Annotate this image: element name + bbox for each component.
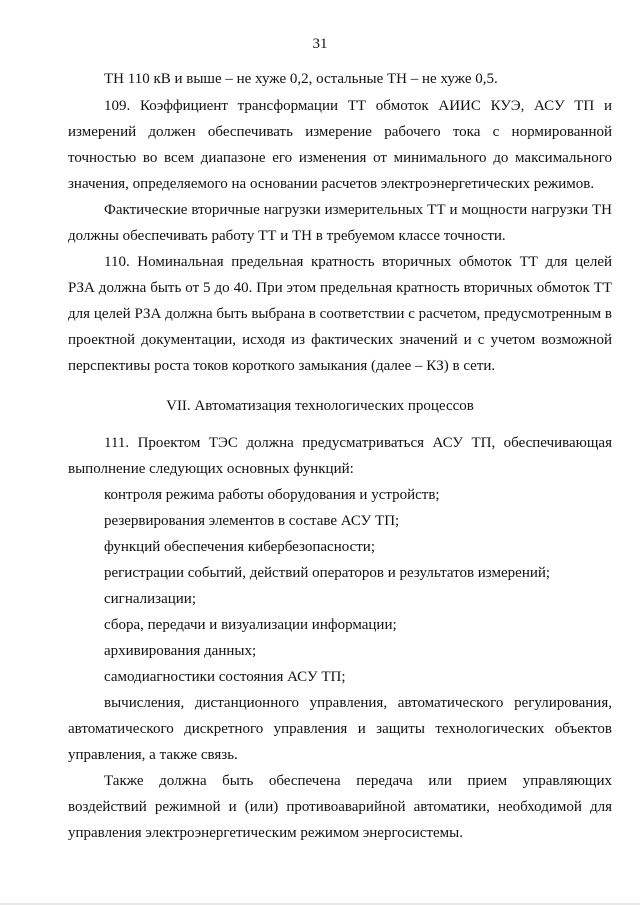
list-item: сигнализации; — [104, 591, 196, 607]
text-line: 109. Коэффициент трансформации ТТ обмоток АИИС КУЭ, АСУ ТП и — [104, 98, 612, 114]
text-line: Фактические вторичные нагрузки измерительных ТТ и мощности нагрузки ТН — [104, 202, 612, 218]
text-line: управления электроэнергетическим режимом энергосистемы. — [68, 825, 463, 841]
text-line: воздействий режимной и (или) противоаварийной автоматики, необходимой для — [68, 799, 612, 815]
list-item: регистрации событий, действий операторов и результатов измерений; — [104, 565, 551, 581]
text-line: Также должна быть обеспечена передача или прием управляющих — [104, 773, 612, 789]
list-item: сбора, передачи и визуализации информации; — [104, 617, 397, 633]
text-line: проектной документации, исходя из фактических значений и с учетом возможной — [68, 332, 612, 348]
paragraph-control-actions — [68, 768, 612, 846]
text-line: перспективы роста токов короткого замыкания (далее – КЗ) в сети. — [68, 358, 496, 374]
text-line: автоматического дискретного управления и защиты технологических объектов — [68, 721, 612, 737]
paragraph-109 — [68, 93, 612, 197]
text-line: управления, а также связь. — [68, 747, 238, 763]
list-item: функций обеспечения кибербезопасности; — [104, 539, 376, 555]
text-line: выполнение следующих основных функций: — [68, 461, 354, 477]
text-line: для целей РЗА должна быть выбрана в соответствии с расчетом, предусмотренным в — [68, 306, 612, 322]
text-line: точностью во всем диапазоне его изменения от минимального до максимального — [68, 150, 612, 166]
page-number: 31 — [312, 36, 328, 52]
text-line: 110. Номинальная предельная кратность вторичных обмоток ТТ для целей — [104, 254, 612, 270]
list-item: архивирования данных; — [104, 643, 257, 659]
text-line: значения, определяемого на основании расчетов электроэнергетических режимов. — [68, 176, 595, 192]
text-line: должны обеспечивать работу ТТ и ТН в требуемом классе точности. — [68, 228, 506, 244]
list-item: контроля режима работы оборудования и устройств; — [104, 487, 440, 503]
paragraph-secondary-loads — [68, 197, 612, 249]
text-line: РЗА должна быть от 5 до 40. При этом предельная кратность вторичных обмоток ТТ — [68, 280, 612, 296]
list-item: самодиагностики состояния АСУ ТП; — [104, 669, 346, 685]
function-list — [104, 482, 612, 690]
paragraph-111 — [68, 430, 612, 482]
list-item: резервирования элементов в составе АСУ ТП; — [104, 513, 400, 529]
text-line: вычисления, дистанционного управления, автоматического регулирования, — [104, 695, 612, 711]
paragraph-tn-accuracy — [104, 66, 612, 92]
section-heading: VII. Автоматизация технологических процессов — [166, 398, 474, 414]
paragraph-110 — [68, 249, 612, 379]
text-line: 111. Проектом ТЭС должна предусматриваться АСУ ТП, обеспечивающая — [104, 435, 612, 451]
text-line: измерений должен обеспечивать измерение рабочего тока с нормированной — [68, 124, 612, 140]
list-item-multiline — [68, 690, 612, 768]
text-line: ТН 110 кВ и выше – не хуже 0,2, остальные ТН – не хуже 0,5. — [104, 71, 498, 87]
